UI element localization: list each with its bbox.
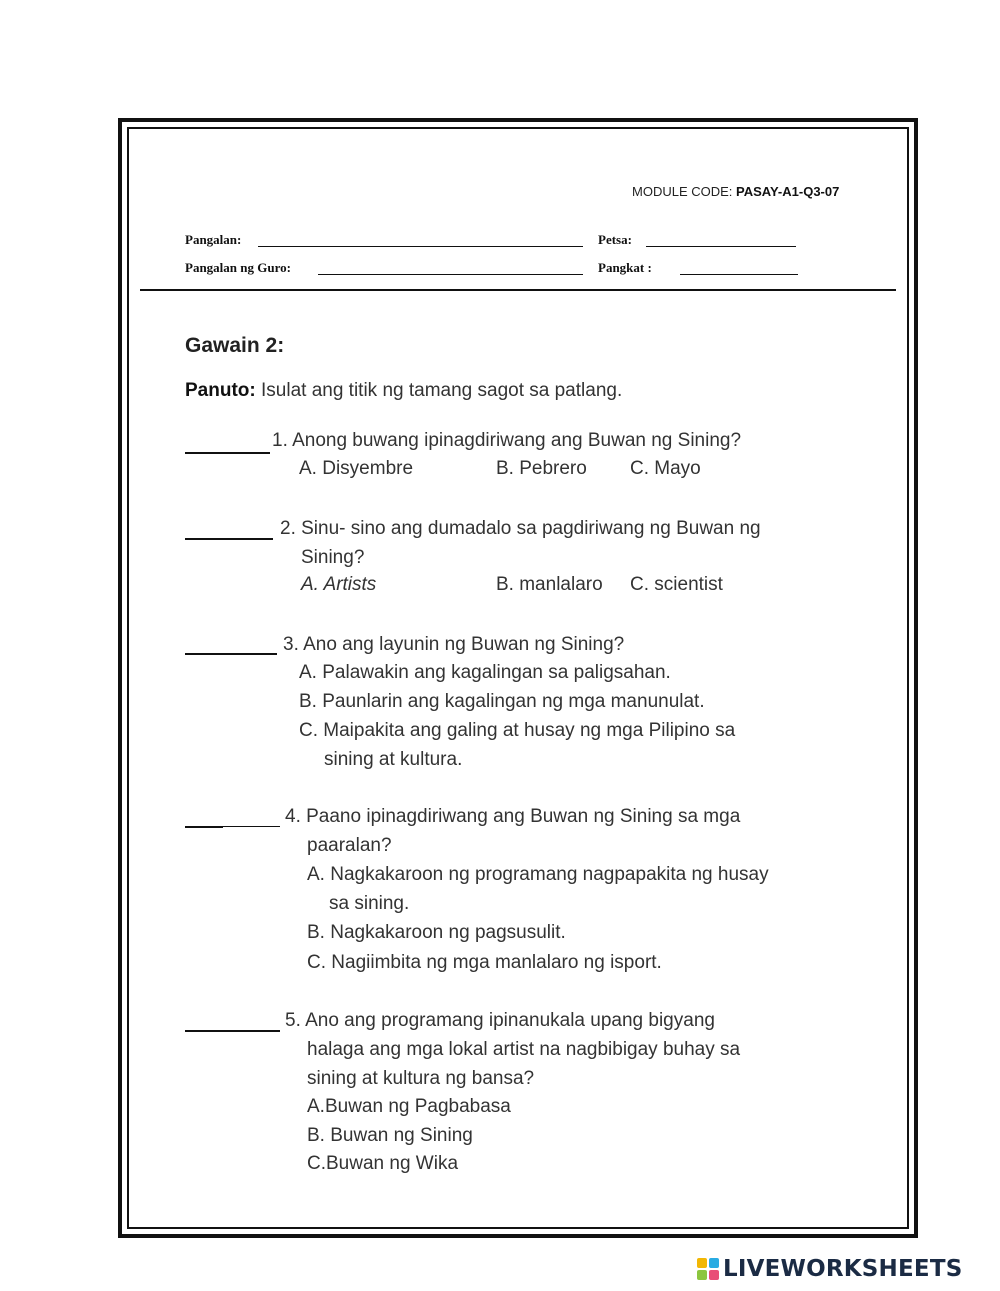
activity-title: Gawain 2: — [185, 334, 285, 357]
q3-option-a: A. Palawakin ang kagalingan sa paligsahan. — [299, 662, 671, 683]
question-5-text-line-2: halaga ang mga lokal artist na nagbibigay buhay sa — [307, 1039, 741, 1060]
logo-square-2 — [709, 1258, 719, 1268]
name-label: Pangalan: — [185, 232, 242, 247]
question-2-text-line-2: Sining? — [301, 547, 365, 568]
q3-option-c-line-1: C. Maipakita ang galing at husay ng mga Pilipino sa — [299, 720, 736, 741]
q2-option-b: B. manlalaro — [496, 574, 603, 595]
module-code-label: MODULE CODE: — [632, 184, 737, 199]
question-2-text-line-1: 2. Sinu- sino ang dumadalo sa pagdiriwang ng Buwan ng — [280, 518, 761, 539]
q1-option-a: A. Disyembre — [299, 458, 414, 479]
question-4-text-line-2: paaralan? — [307, 835, 392, 856]
q5-option-a: A.Buwan ng Pagbabasa — [307, 1096, 511, 1117]
q4-option-b: B. Nagkakaroon ng pagsusulit. — [307, 922, 566, 943]
module-code — [632, 184, 839, 199]
q3-option-c-line-2: sining at kultura. — [324, 749, 463, 770]
question-5-text-line-3: sining at kultura ng bansa? — [307, 1068, 535, 1089]
teacher-field[interactable] — [318, 274, 583, 275]
logo-square-1 — [697, 1258, 707, 1268]
section-label: Pangkat : — [598, 260, 652, 275]
logo-square-4 — [709, 1270, 719, 1280]
module-code-value: PASAY-A1-Q3-07 — [736, 184, 840, 199]
instruction-text: Isulat ang titik ng tamang sagot sa patlang. — [255, 380, 623, 401]
name-field[interactable] — [258, 246, 583, 247]
q3-option-b: B. Paunlarin ang kagalingan ng mga manunulat. — [299, 691, 705, 712]
answer-blank-5[interactable] — [185, 1030, 280, 1032]
q5-option-b: B. Buwan ng Sining — [307, 1125, 473, 1146]
answer-blank-4b[interactable] — [223, 826, 280, 827]
answer-blank-4a[interactable] — [185, 826, 223, 828]
question-1-text: 1. Anong buwang ipinagdiriwang ang Buwan ng Sining? — [272, 430, 742, 451]
q4-option-a-line-2: sa sining. — [329, 893, 410, 914]
date-field[interactable] — [646, 246, 796, 247]
teacher-label: Pangalan ng Guro: — [185, 260, 291, 275]
brand-name: LIVEWORKSHEETS — [723, 1256, 963, 1282]
header-divider — [140, 289, 896, 291]
q2-option-c: C. scientist — [630, 574, 723, 595]
section-field[interactable] — [680, 274, 798, 275]
question-5-text-line-1: 5. Ano ang programang ipinanukala upang bigyang — [285, 1010, 715, 1031]
q4-option-c: C. Nagiimbita ng mga manlalaro ng isport. — [307, 952, 662, 973]
date-label: Petsa: — [598, 232, 632, 247]
liveworksheets-mark-icon — [697, 1258, 719, 1280]
q1-option-c: C. Mayo — [630, 458, 701, 479]
instruction — [185, 380, 622, 402]
answer-blank-1[interactable] — [185, 452, 270, 454]
q2-option-a: A. Artists — [301, 574, 377, 595]
answer-blank-3[interactable] — [185, 653, 277, 655]
q5-option-c: C.Buwan ng Wika — [307, 1153, 459, 1174]
logo-square-3 — [697, 1270, 707, 1280]
instruction-label: Panuto: — [185, 380, 256, 401]
question-4-text-line-1: 4. Paano ipinagdiriwang ang Buwan ng Sining sa mga — [285, 806, 741, 827]
q1-option-b: B. Pebrero — [496, 458, 587, 479]
question-3-text: 3. Ano ang layunin ng Buwan ng Sining? — [283, 634, 625, 655]
liveworksheets-logo[interactable] — [697, 1254, 962, 1284]
answer-blank-2[interactable] — [185, 538, 273, 540]
q4-option-a-line-1: A. Nagkakaroon ng programang nagpapakita ng husay — [307, 864, 769, 885]
